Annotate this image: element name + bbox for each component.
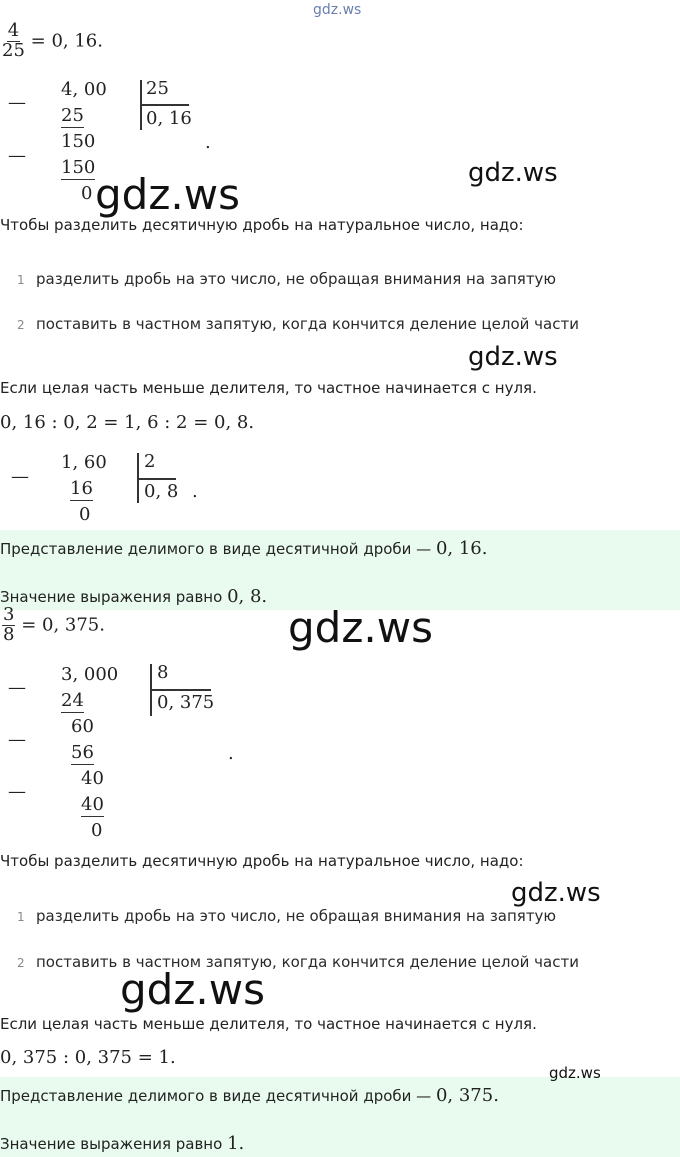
remainder: 0 <box>79 504 91 525</box>
minus-sign: — <box>8 729 26 750</box>
minus-sign: — <box>8 145 26 166</box>
fraction-result: = 0, 375. <box>21 614 105 636</box>
list-item: поставить в частном запятую, когда кончится деление целой части <box>36 315 579 333</box>
summary-label: Значение выражения равно <box>0 588 223 606</box>
remainder: 40 <box>81 768 104 789</box>
summary-value: 0, 8. <box>227 586 268 607</box>
divisor: 25 <box>146 78 169 99</box>
summary-value: 0, 375. <box>435 1085 499 1106</box>
list-item-number: 2 <box>17 956 25 970</box>
trailing-dot: . <box>192 481 198 502</box>
expression: 0, 16 : 0, 2 = 1, 6 : 2 = 0, 8. <box>0 412 255 433</box>
list-item-number: 1 <box>17 910 25 924</box>
summary-label: Значение выражения равно <box>0 1135 223 1153</box>
watermark: gdz.ws <box>511 878 601 908</box>
subtrahend: 25 <box>61 105 84 126</box>
fraction-numerator: 3 <box>3 604 15 625</box>
minus-sign: — <box>11 466 29 487</box>
watermark: gdz.ws <box>468 158 558 188</box>
divisor: 2 <box>144 451 156 472</box>
remainder: 0 <box>81 183 93 204</box>
fraction <box>2 22 25 61</box>
list-item: разделить дробь на это число, не обращая внимания на запятую <box>36 270 557 288</box>
rule-note: Если целая часть меньше делителя, то частное начинается с нуля. <box>0 1015 537 1033</box>
dividend: 4, 00 <box>61 79 107 100</box>
summary-value: 0, 16. <box>435 538 488 559</box>
division-horizontal-line <box>138 478 176 480</box>
summary-result-line <box>0 1133 244 1154</box>
subtrahend: 40 <box>81 794 104 815</box>
remainder: 60 <box>71 716 94 737</box>
minus-sign: — <box>8 781 26 802</box>
dividend: 1, 60 <box>61 452 107 473</box>
watermark: gdz.ws <box>288 603 433 652</box>
minus-sign: — <box>8 677 26 698</box>
division-horizontal-line <box>151 689 211 691</box>
remainder: 150 <box>61 131 96 152</box>
watermark: gdz.ws <box>120 965 265 1014</box>
list-item-number: 1 <box>17 273 25 287</box>
subtrahend: 16 <box>70 478 93 499</box>
list-item: разделить дробь на это число, не обращая внимания на запятую <box>36 907 557 925</box>
summary-label: Представление делимого в виде десятичной дроби — <box>0 1087 432 1105</box>
division-horizontal-line <box>141 104 189 106</box>
watermark: gdz.ws <box>468 342 558 372</box>
trailing-dot: . <box>205 132 211 153</box>
fraction-result: = 0, 16. <box>30 30 103 52</box>
rule-note: Если целая часть меньше делителя, то частное начинается с нуля. <box>0 379 537 397</box>
subtrahend: 150 <box>61 157 96 178</box>
subtrahend: 56 <box>71 742 94 763</box>
quotient: 0, 375 <box>157 692 215 713</box>
expression: 0, 375 : 0, 375 = 1. <box>0 1047 176 1068</box>
summary-label: Представление делимого в виде десятичной дроби — <box>0 540 432 558</box>
fraction-equation <box>2 22 103 61</box>
rule-intro: Чтобы разделить десятичную дробь на натуральное число, надо: <box>0 216 524 234</box>
fraction-denominator: 25 <box>2 39 25 61</box>
list-item-number: 2 <box>17 318 25 332</box>
fraction-equation <box>2 606 105 645</box>
watermark: gdz.ws <box>313 2 362 18</box>
summary-value: 1. <box>227 1133 245 1154</box>
subtrahend: 24 <box>61 690 84 711</box>
rule-intro: Чтобы разделить десятичную дробь на натуральное число, надо: <box>0 852 524 870</box>
summary-dividend-line <box>0 1085 499 1106</box>
summary-result-line <box>0 586 267 607</box>
quotient: 0, 16 <box>146 108 192 129</box>
fraction-numerator: 4 <box>7 20 20 41</box>
dividend: 3, 000 <box>61 664 119 685</box>
summary-dividend-line <box>0 538 487 559</box>
divisor: 8 <box>157 662 169 683</box>
watermark: gdz.ws <box>549 1064 601 1082</box>
remainder: 0 <box>91 820 103 841</box>
watermark: gdz.ws <box>95 170 240 219</box>
fraction-denominator: 8 <box>3 623 15 645</box>
trailing-dot: . <box>228 743 234 764</box>
quotient: 0, 8 <box>144 481 179 502</box>
fraction <box>2 606 15 645</box>
list-item: поставить в частном запятую, когда кончится деление целой части <box>36 953 579 971</box>
minus-sign: — <box>8 92 26 113</box>
